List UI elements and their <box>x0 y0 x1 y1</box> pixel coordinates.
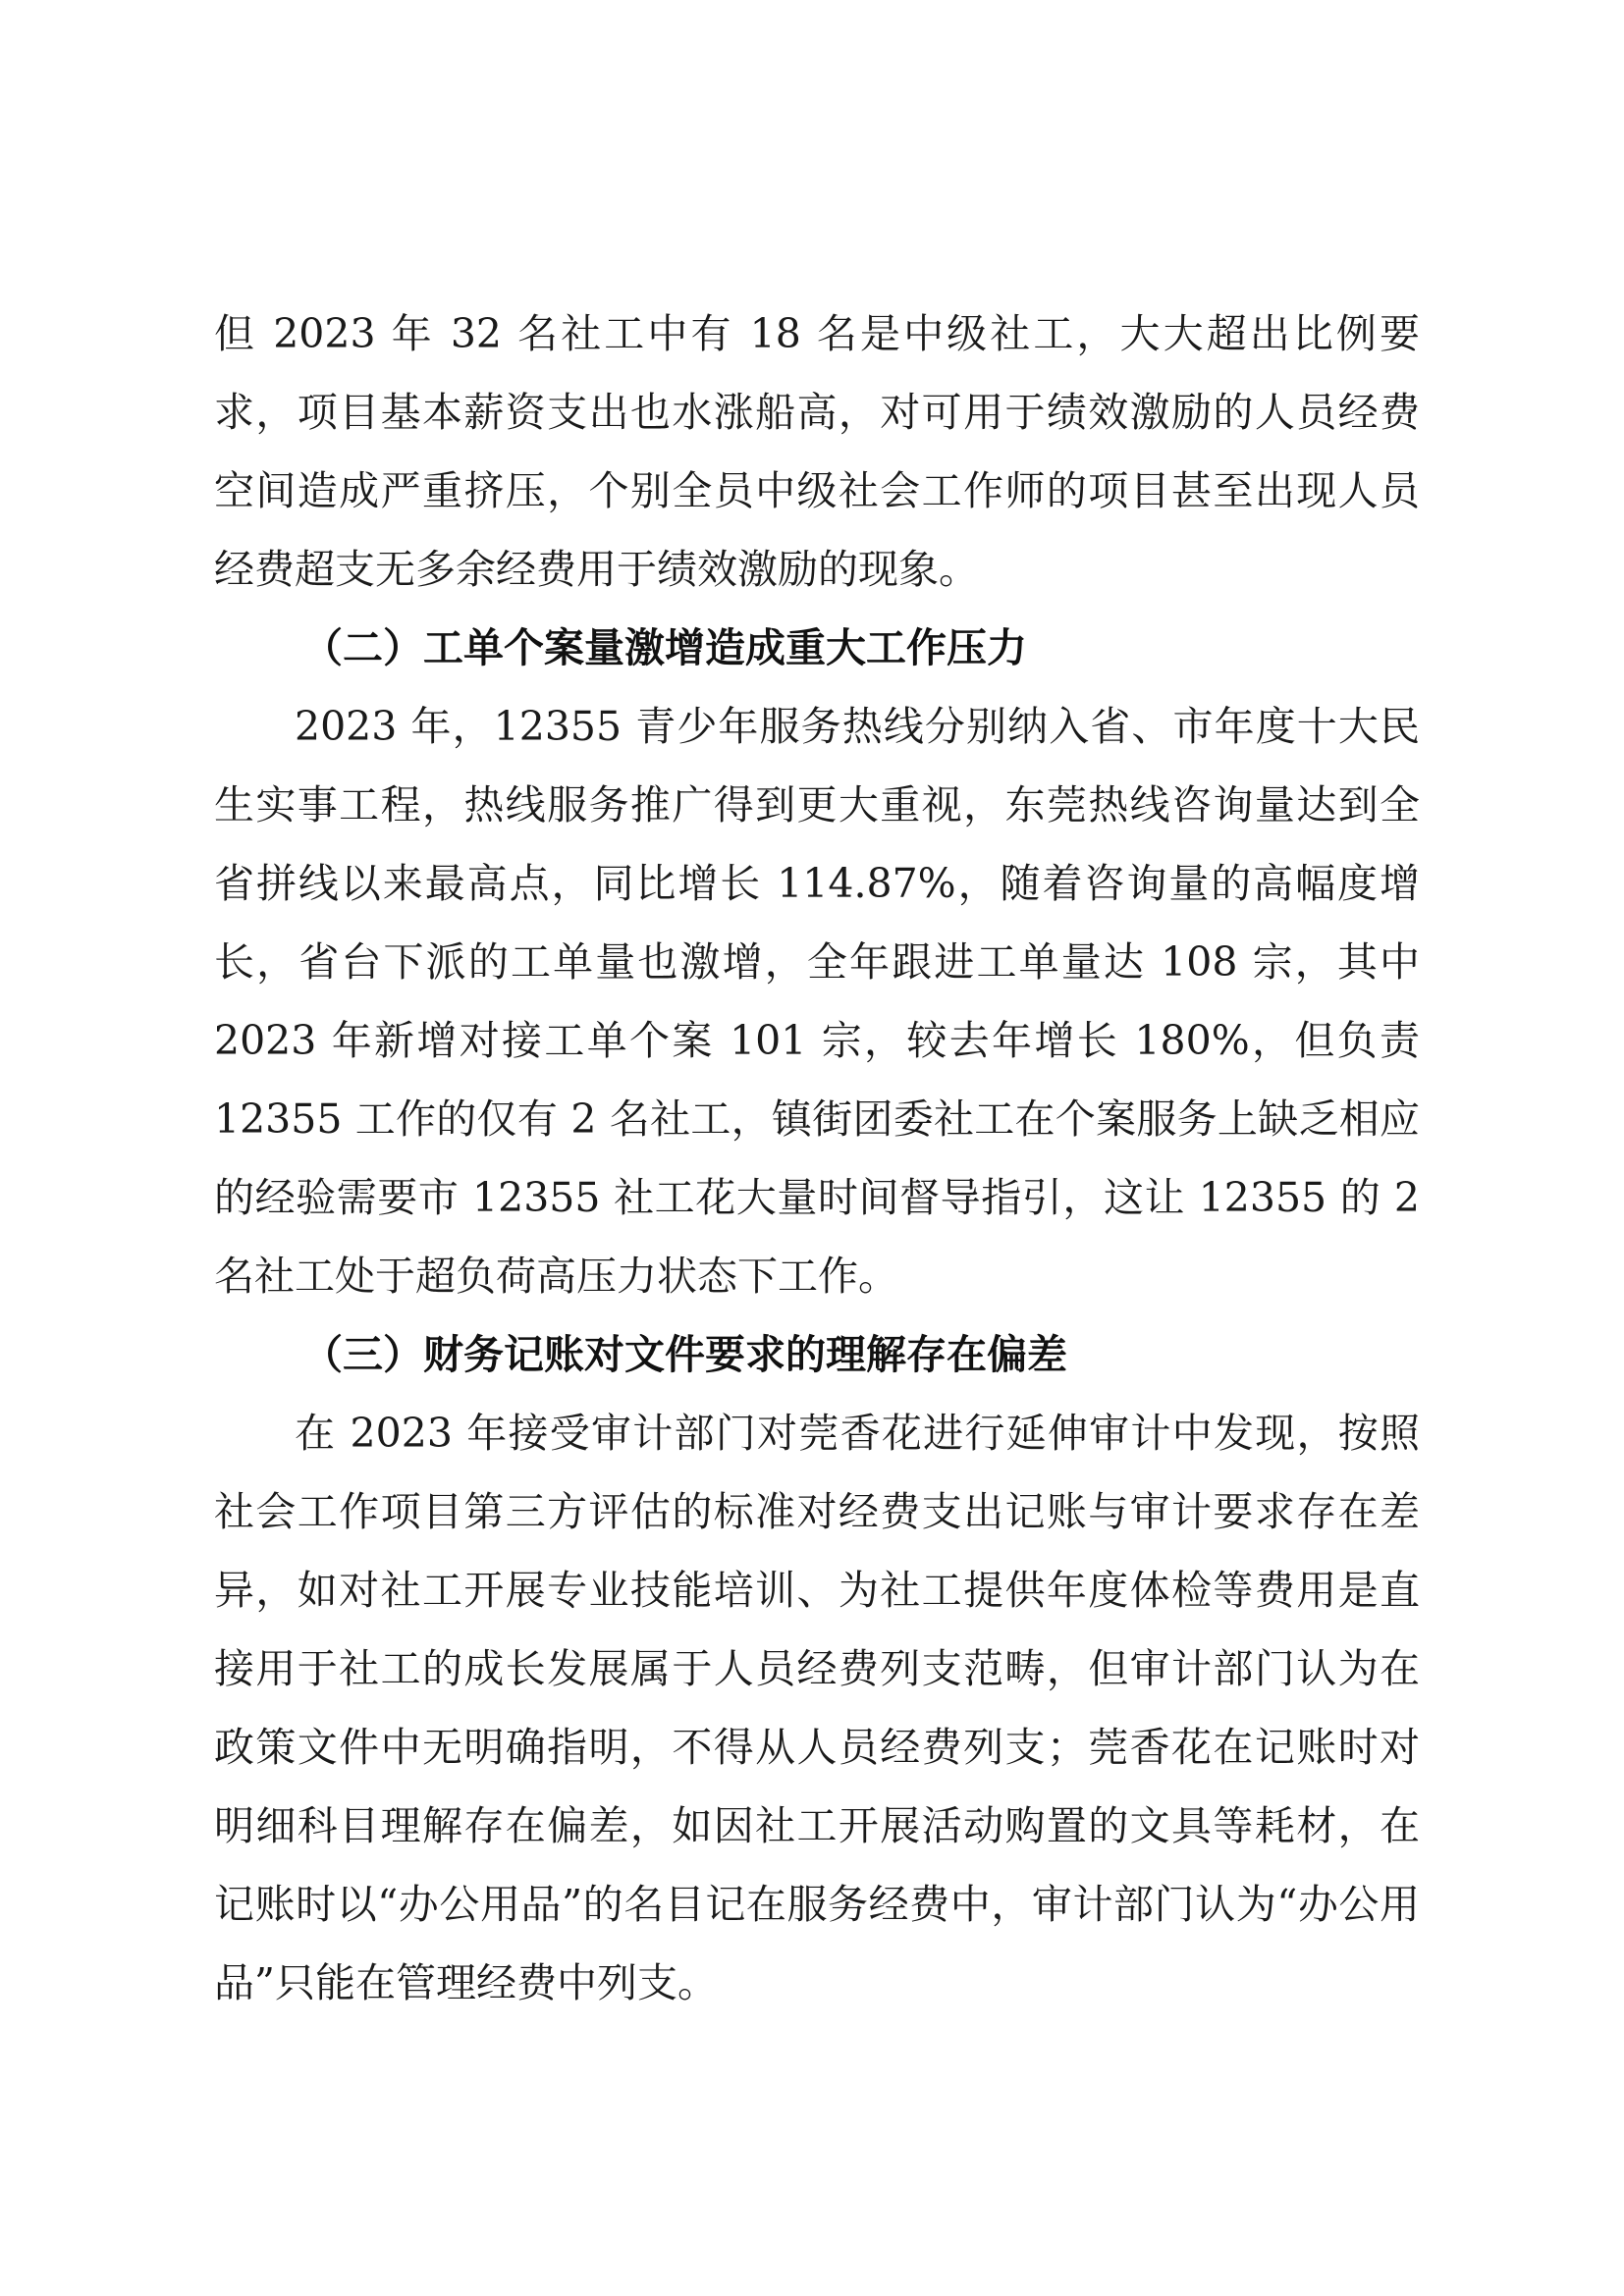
document-body <box>214 294 1420 2022</box>
section-heading-accounting: （三）财务记账对文件要求的理解存在偏差 <box>302 1331 1067 1378</box>
paragraph-hotline-workload: 2023 年，12355 青少年服务热线分别纳入省、市年度十大民生实事工程，热线服务推广得到更大重视，东莞热线咨询量达到全省拼线以来最高点，同比增长 114.87%，随着咨询量的高幅度增长，省台下派的工单量也激增，全年跟进工单量达 108 宗，其中 2023 年新增对接工单个案 101 宗，较去年增长 180%，但负责 12355 工作的仅有 2 名社工，镇街团委社工在个案服务上缺乏相应的经验需要市 12355 社工花大量时间督导指引，这让 12355 的 2 名社工处于超负荷高压力状态下工作。 <box>214 703 1420 1300</box>
section-heading-workload: （二）工单个案量激增造成重大工作压力 <box>302 624 1027 671</box>
paragraph-audit-accounting: 在 2023 年接受审计部门对莞香花进行延伸审计中发现，按照社会工作项目第三方评估的标准对经费支出记账与审计要求存在差异，如对社工开展专业技能培训、为社工提供年度体检等费用是直接用于社工的成长发展属于人员经费列支范畴，但审计部门认为在政策文件中无明确指明，不得从人员经费列支；莞香花在记账时对明细科目理解存在偏差，如因社工开展活动购置的文具等耗材，在记账时以“办公用品”的名目记在服务经费中，审计部门认为“办公用品”只能在管理经费中列支。 <box>214 1410 1420 2006</box>
paragraph-salary-pressure: 但 2023 年 32 名社工中有 18 名是中级社工，大大超出比例要求，项目基本薪资支出也水涨船高，对可用于绩效激励的人员经费空间造成严重挤压，个别全员中级社会工作师的项目甚至出现人员经费超支无多余经费用于绩效激励的现象。 <box>214 310 1420 593</box>
